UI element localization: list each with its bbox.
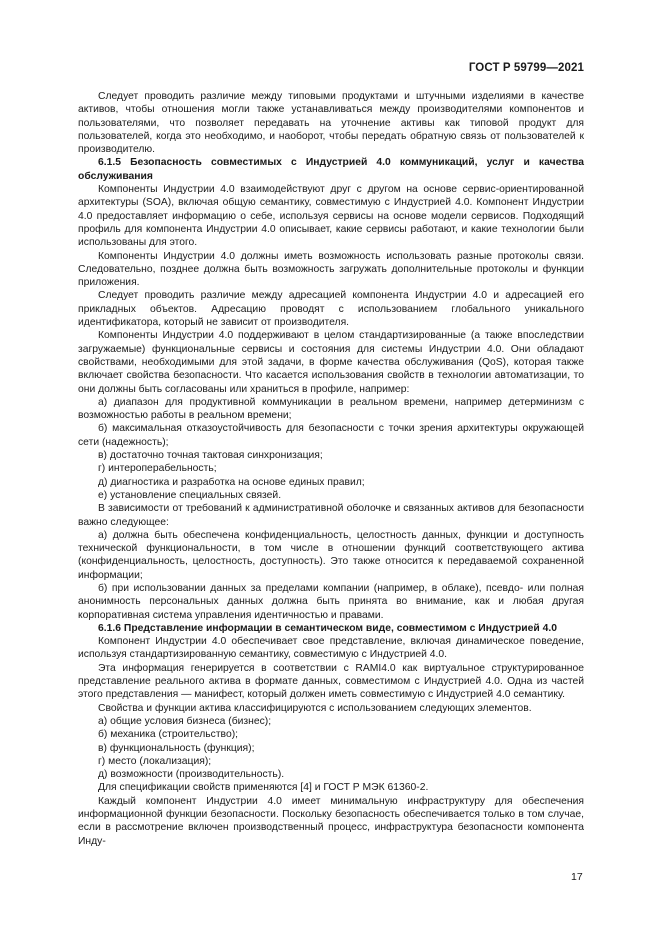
- page-content: [78, 90, 584, 848]
- paragraph: в) достаточно точная тактовая синхронизация;: [98, 450, 323, 462]
- paragraph: в) функциональность (функция);: [98, 742, 255, 754]
- paragraph: В зависимости от требований к административной оболочке и связанных активов для безопасности важно следующее:: [78, 503, 584, 528]
- page-number: 17: [571, 871, 583, 883]
- section-heading: 6.1.5 Безопасность совместимых с Индустрией 4.0 коммуникаций, услуг и качества обслуживания: [78, 157, 584, 182]
- paragraph: б) максимальная отказоустойчивость для безопасности с точки зрения архитектуры окружающей сети (надежность);: [78, 423, 584, 448]
- paragraph: Для спецификации свойств применяются [4] и ГОСТ Р МЭК 61360-2.: [98, 782, 429, 794]
- paragraph: б) механика (строительство);: [98, 729, 239, 741]
- paragraph: Следует проводить различие между адресацией компонента Индустрии 4.0 и адресацией его прикладных объектов. Адресацию проводят с использованием глобального уникального идентификатора, который не зависит от производителя.: [78, 290, 584, 329]
- paragraph: а) диапазон для продуктивной коммуникации в реальном времени, например детерминизм с возможностью работы в реальном времени;: [78, 396, 584, 422]
- section-heading: 6.1.6 Представление информации в семантическом виде, совместимом с Индустрией 4.0: [98, 622, 558, 634]
- document-header: ГОСТ Р 59799—2021: [468, 62, 584, 74]
- paragraph: а) общие условия бизнеса (бизнес);: [98, 715, 272, 727]
- paragraph: Компоненты Индустрии 4.0 должны иметь возможность использовать разные протоколы связи. Следовательно, позднее должна быть возможность загружать дополнительные протоколы и функции приложения.: [78, 250, 584, 289]
- paragraph: д) возможности (производительность).: [98, 769, 285, 781]
- paragraph: д) диагностика и разработка на основе единых правил;: [98, 476, 365, 488]
- paragraph: б) при использовании данных за пределами компании (например, в облаке), псевдо- или полная анонимность персональных данных должна быть принята во внимание, как и любая другая корпоративная система управления идентичностью и правами.: [78, 582, 584, 621]
- paragraph: Следует проводить различие между типовыми продуктами и штучными изделиями в качестве активов, чтобы отношения могли также устанавливаться между производителями компонентов и пользователями, что позволяет передавать на уточнение активы как типовой продукт для пользователей, когда это необходимо, и наоборот, чтобы передать обратную связь от пользователей к производителю.: [78, 91, 584, 156]
- paragraph: Компонент Индустрии 4.0 обеспечивает свое представление, включая динамическое поведение, используя стандартизированную семантику, совместимую с Индустрией 4.0.: [78, 636, 584, 661]
- paragraph: Свойства и функции актива классифицируются с использованием следующих элементов.: [98, 702, 532, 714]
- paragraph: г) место (локализация);: [98, 755, 212, 767]
- paragraph: Компоненты Индустрии 4.0 взаимодействуют друг с другом на основе сервис-ориентированной архитектуры (SOA), включая общую семантику, совместимую с Индустрией 4.0. Компонент Индустрии 4.0 предоставляет информацию о себе, используя сервисы на основе модели сервисов. Подходящий профиль для компонента Индустрии 4.0 описывает, какие сервисы работают, и какие технологии были использованы для этого.: [78, 184, 584, 249]
- paragraph: е) установление специальных связей.: [98, 489, 282, 501]
- paragraph: г) интероперабельность;: [98, 463, 217, 475]
- paragraph: Компоненты Индустрии 4.0 поддерживают в целом стандартизированные (а также впоследствии загружаемые) функциональные сервисы и состояния для системы Индустрии 4.0. Они обладают свойствами, необходимыми для этой задачи, в форме качества обслуживания (QoS), которая также включает свойства безопасности. Что касается использования свойств в технологии автоматизации, то они должны быть согласованы или храниться в профиле, например:: [78, 330, 584, 395]
- paragraph: Каждый компонент Индустрии 4.0 имеет минимальную инфраструктуру для обеспечения информационной функции безопасности. Поскольку безопасность обеспечивается только в том случае, если в рассмотрение включен производственный процесс, инфраструктура безопасности компонента Инду-: [78, 795, 584, 847]
- paragraph: а) должна быть обеспечена конфиденциальность, целостность данных, функции и доступность технической функциональности, в том числе в отношении функций соответствующего актива (конфиденциальность, целостность, доступность). Это также относится к передаваемой сохраненной информации;: [78, 529, 584, 581]
- paragraph: Эта информация генерируется в соответствии с RAMI4.0 как виртуальное структурированное представление реального актива в формате данных, совместимом с Индустрией 4.0. Одна из частей этого представления — манифест, который должен иметь совместимую с Индустрией 4.0 семантику.: [78, 662, 584, 701]
